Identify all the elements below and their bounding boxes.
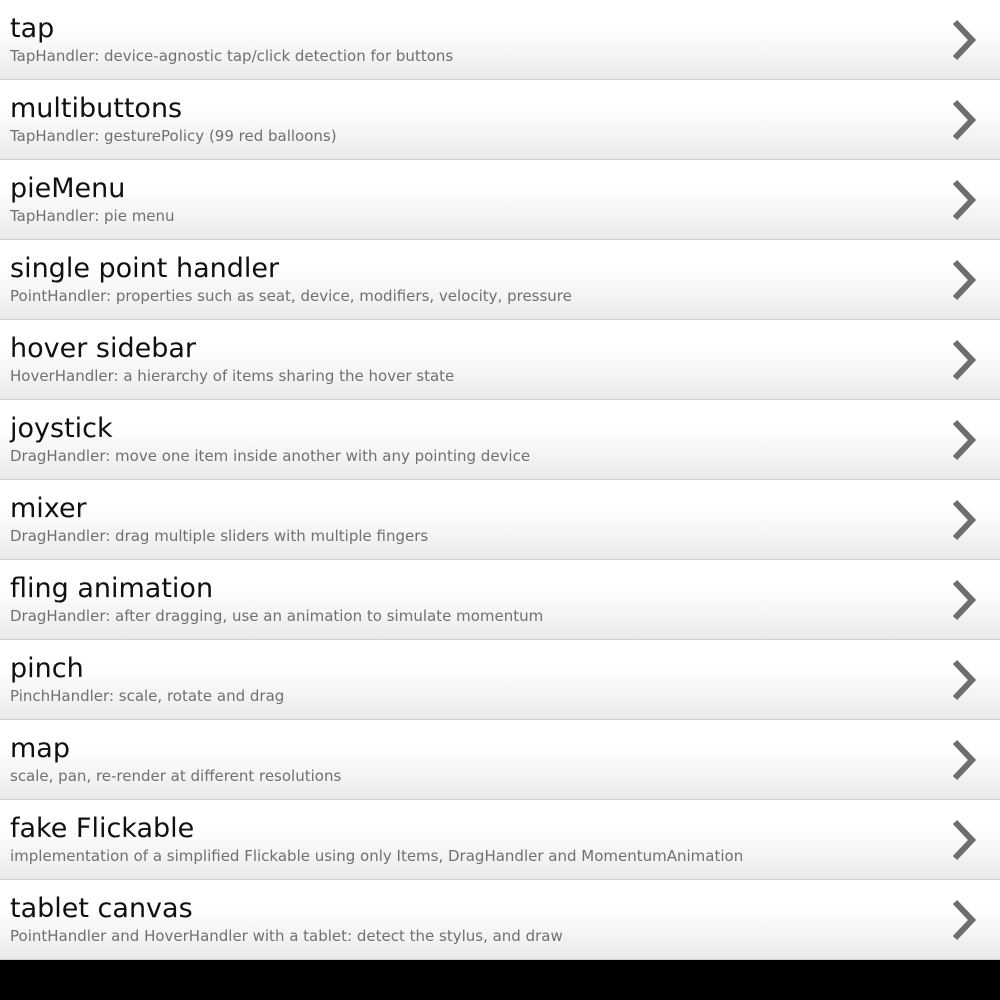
list-item[interactable]	[0, 640, 1000, 720]
list-item[interactable]	[0, 80, 1000, 160]
list-item[interactable]	[0, 240, 1000, 320]
list-item-subtitle: TapHandler: device-agnostic tap/click detection for buttons	[10, 47, 454, 65]
list-item-subtitle: implementation of a simplified Flickable using only Items, DragHandler and MomentumAnimation	[10, 847, 744, 865]
list-item-title: fake Flickable	[10, 813, 195, 844]
chevron-right-icon[interactable]	[950, 258, 978, 302]
list-item-subtitle: TapHandler: pie menu	[10, 207, 175, 225]
list-item-title: tap	[10, 13, 55, 44]
list-item[interactable]	[0, 480, 1000, 560]
list-item-title: pinch	[10, 653, 84, 684]
list-item-title: tablet canvas	[10, 893, 193, 924]
list-item[interactable]	[0, 400, 1000, 480]
list-item-title: multibuttons	[10, 93, 183, 124]
list-item[interactable]	[0, 320, 1000, 400]
list-item-title: hover sidebar	[10, 333, 197, 364]
list-item-title: pieMenu	[10, 173, 126, 204]
chevron-right-icon[interactable]	[950, 498, 978, 542]
list-item-title: fling animation	[10, 573, 214, 604]
chevron-right-icon[interactable]	[950, 658, 978, 702]
chevron-right-icon[interactable]	[950, 578, 978, 622]
chevron-right-icon[interactable]	[950, 18, 978, 62]
list-item-title: mixer	[10, 493, 87, 524]
list-item-title: joystick	[10, 413, 113, 444]
chevron-right-icon[interactable]	[950, 178, 978, 222]
chevron-right-icon[interactable]	[950, 338, 978, 382]
list-item[interactable]	[0, 800, 1000, 880]
list-item-title: map	[10, 733, 70, 764]
list-item-subtitle: PointHandler: properties such as seat, device, modifiers, velocity, pressure	[10, 287, 572, 305]
list-item[interactable]	[0, 560, 1000, 640]
list-item[interactable]	[0, 880, 1000, 960]
chevron-right-icon[interactable]	[950, 818, 978, 862]
list-item-subtitle: TapHandler: gesturePolicy (99 red balloons)	[10, 127, 337, 145]
list-item-subtitle: HoverHandler: a hierarchy of items sharing the hover state	[10, 367, 455, 385]
list-item-subtitle: DragHandler: after dragging, use an animation to simulate momentum	[10, 607, 544, 625]
list-item[interactable]	[0, 0, 1000, 80]
list-item-title: single point handler	[10, 253, 280, 284]
list-item[interactable]	[0, 720, 1000, 800]
chevron-right-icon[interactable]	[950, 418, 978, 462]
chevron-right-icon[interactable]	[950, 738, 978, 782]
list-item[interactable]	[0, 160, 1000, 240]
list-item-subtitle: DragHandler: drag multiple sliders with multiple fingers	[10, 527, 429, 545]
bottom-bar	[0, 960, 1000, 1000]
list-item-subtitle: PinchHandler: scale, rotate and drag	[10, 687, 285, 705]
chevron-right-icon[interactable]	[950, 898, 978, 942]
list-item-subtitle: scale, pan, re-render at different resolutions	[10, 767, 342, 785]
list-item-subtitle: DragHandler: move one item inside another with any pointing device	[10, 447, 531, 465]
chevron-right-icon[interactable]	[950, 98, 978, 142]
list-item-subtitle: PointHandler and HoverHandler with a tablet: detect the stylus, and draw	[10, 927, 563, 945]
